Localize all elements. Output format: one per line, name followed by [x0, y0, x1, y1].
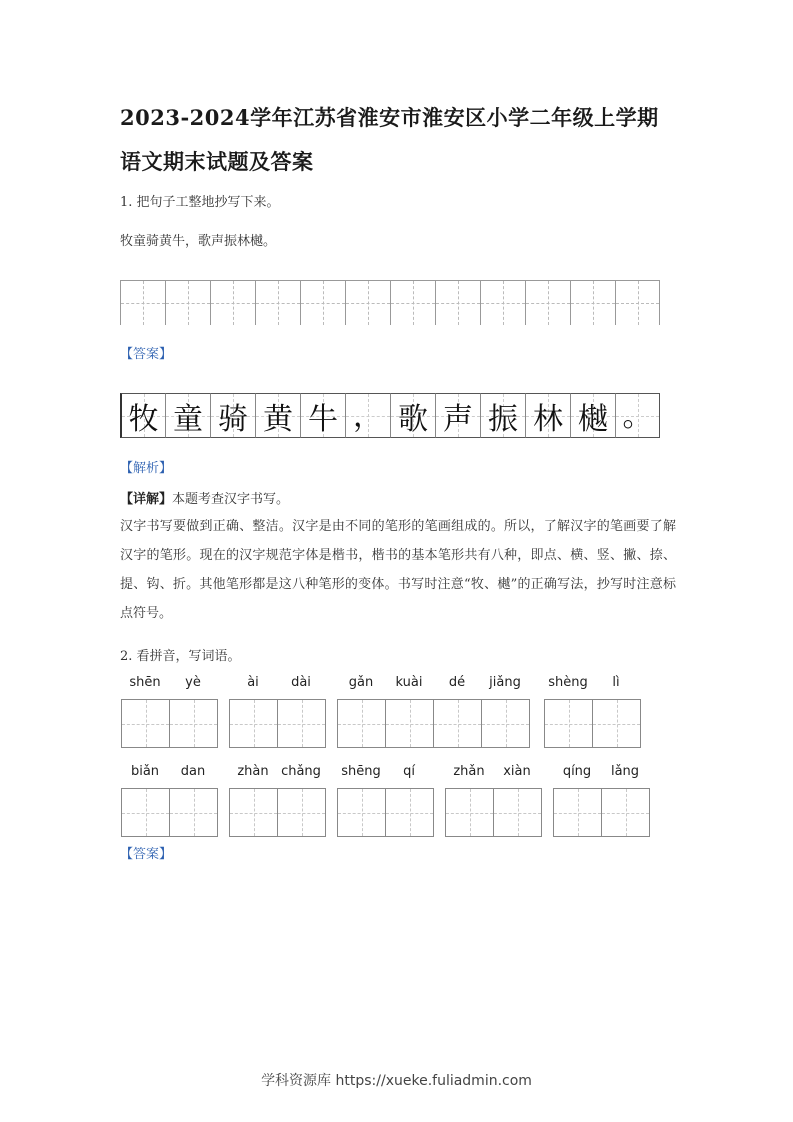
- character-box[interactable]: [544, 699, 593, 748]
- character-box[interactable]: [433, 699, 482, 748]
- pinyin-word-group: [544, 675, 641, 748]
- pinyin-label: gǎn: [348, 675, 374, 690]
- detail-line: [120, 488, 289, 507]
- pinyin-label: dài: [291, 675, 311, 690]
- footer-source: 学科资源库 https://xueke.fuliadmin.com: [261, 1073, 532, 1089]
- pinyin-label: biǎn: [130, 764, 160, 779]
- answer-grid-cell: [525, 393, 570, 438]
- answer-char: 骑: [218, 401, 248, 437]
- pinyin-label: yè: [185, 675, 201, 690]
- pinyin-label: kuài: [395, 675, 423, 690]
- pinyin-label: chǎng: [281, 764, 321, 779]
- detail-head: 本题考查汉字书写。: [172, 492, 290, 507]
- character-box[interactable]: [385, 788, 434, 837]
- practice-grid-cell[interactable]: [165, 280, 210, 325]
- character-box[interactable]: [229, 788, 278, 837]
- detail-tag: 【详解】: [120, 492, 173, 507]
- answer-grid-cell: [300, 393, 345, 438]
- pinyin-label: shēng: [341, 764, 381, 779]
- practice-grid-cell[interactable]: [615, 280, 660, 325]
- answer-grid-cell: [210, 393, 255, 438]
- pinyin-word-group: [337, 764, 434, 837]
- practice-grid-cell[interactable]: [255, 280, 300, 325]
- character-box[interactable]: [121, 788, 170, 837]
- character-box[interactable]: [229, 699, 278, 748]
- character-box[interactable]: [121, 699, 170, 748]
- pinyin-word-group: [121, 675, 218, 748]
- character-box[interactable]: [385, 699, 434, 748]
- pinyin-label: zhǎn: [453, 764, 485, 779]
- answer-grid-cell: [255, 393, 300, 438]
- pinyin-label: dan: [180, 764, 206, 779]
- character-box[interactable]: [277, 699, 326, 748]
- answer-char: 黄: [263, 401, 293, 437]
- character-box[interactable]: [169, 788, 218, 837]
- answer-grid-cell: [165, 393, 210, 438]
- character-box[interactable]: [592, 699, 641, 748]
- answer-char: 。: [622, 399, 653, 434]
- answer-char: 牛: [308, 401, 338, 437]
- practice-grid-cell[interactable]: [120, 280, 165, 325]
- practice-grid-cell[interactable]: [525, 280, 570, 325]
- character-box[interactable]: [601, 788, 650, 837]
- answer-grid-cell: [390, 393, 435, 438]
- character-box[interactable]: [445, 788, 494, 837]
- practice-grid-cell[interactable]: [300, 280, 345, 325]
- pinyin-word-group: [229, 675, 326, 748]
- practice-grid-cell[interactable]: [390, 280, 435, 325]
- question-1-sentence: 牧童骑黄牛，歌声振林樾。: [120, 234, 277, 249]
- pinyin-label: zhàn: [237, 764, 269, 779]
- pinyin-word-group: [445, 764, 542, 837]
- answer-tag-1: 【答案】: [120, 347, 173, 362]
- practice-grid-cell[interactable]: [480, 280, 525, 325]
- character-box[interactable]: [553, 788, 602, 837]
- pinyin-label: dé: [448, 675, 466, 690]
- page-title: 2023-2024学年江苏省淮安市淮安区小学二年级上学期语文期末试题及答案: [120, 105, 659, 174]
- answer-char: 振: [488, 401, 518, 437]
- answer-char: 牧: [128, 401, 159, 437]
- answer-writing-grid: [120, 393, 660, 439]
- pinyin-label: lì: [612, 675, 620, 690]
- answer-grid-cell: [435, 393, 480, 438]
- pinyin-label: lǎng: [610, 764, 640, 779]
- question-1-prompt: 1. 把句子工整地抄写下来。: [120, 195, 280, 210]
- character-box[interactable]: [169, 699, 218, 748]
- pinyin-label: xiàn: [503, 764, 531, 779]
- answer-char: 童: [173, 401, 203, 437]
- character-box[interactable]: [337, 699, 386, 748]
- character-box[interactable]: [277, 788, 326, 837]
- pinyin-label: qí: [403, 764, 415, 779]
- answer-grid-cell: [480, 393, 525, 438]
- answer-tag-2: 【答案】: [120, 847, 173, 862]
- answer-grid-cell: [615, 393, 660, 438]
- pinyin-label: shēn: [129, 675, 161, 690]
- pinyin-word-group: [337, 675, 530, 748]
- practice-grid-cell[interactable]: [210, 280, 255, 325]
- answer-char: 樾: [578, 401, 608, 437]
- pinyin-label: shèng: [548, 675, 588, 690]
- practice-grid-cell[interactable]: [345, 280, 390, 325]
- pinyin-label: jiǎng: [489, 675, 521, 690]
- pinyin-word-group: [121, 764, 218, 837]
- question-2-prompt: 2. 看拼音，写词语。: [120, 649, 241, 664]
- character-box[interactable]: [337, 788, 386, 837]
- character-box[interactable]: [493, 788, 542, 837]
- answer-grid-cell: [345, 393, 390, 438]
- answer-char: 声: [443, 401, 473, 437]
- pinyin-word-group: [553, 764, 650, 837]
- answer-grid-cell: [120, 393, 165, 438]
- analysis-tag: 【解析】: [120, 461, 173, 476]
- practice-grid-cell[interactable]: [570, 280, 615, 325]
- pinyin-word-group: [229, 764, 326, 837]
- answer-char: ，: [353, 399, 383, 434]
- practice-grid-cell[interactable]: [435, 280, 480, 325]
- pinyin-label: qíng: [562, 764, 592, 779]
- character-box[interactable]: [481, 699, 530, 748]
- pinyin-label: ài: [247, 675, 259, 690]
- answer-grid-cell: [570, 393, 615, 438]
- detail-body: 汉字书写要做到正确、整洁。汉字是由不同的笔形的笔画组成的。所以，了解汉字的笔画要了解汉字的笔形。现在的汉字规范字体是楷书，楷书的基本笔形共有八种，即点、横、竖、撇、捺、提、钩、折。其他笔形都是这八种笔形的变体。书写时注意“牧、樾”的正确写法，抄写时注意标点符号。: [120, 519, 676, 621]
- answer-char: 林: [533, 401, 563, 437]
- answer-char: 歌: [398, 401, 428, 437]
- practice-writing-grid[interactable]: [120, 280, 660, 326]
